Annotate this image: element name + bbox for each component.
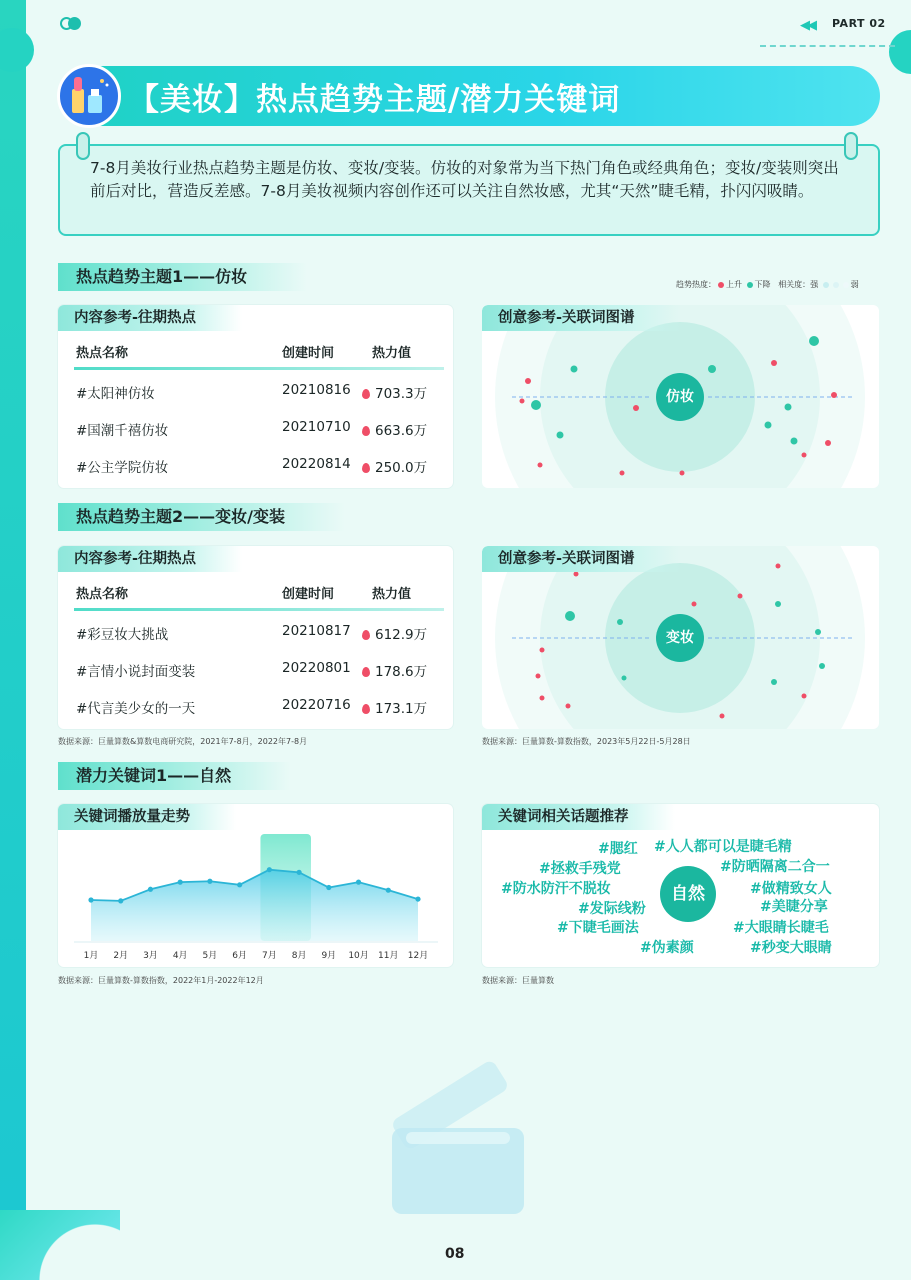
- topic-tag[interactable]: #美睫分享: [760, 899, 828, 915]
- trend-point: [88, 897, 93, 902]
- topic-tag[interactable]: #大眼睛长睫毛: [733, 920, 829, 936]
- x-tick-label: 7月: [261, 951, 277, 961]
- table-row-heat: 663.6万: [362, 419, 427, 439]
- trend-point: [356, 880, 361, 885]
- col-heat: 热力值: [372, 346, 412, 361]
- theme2-content-card: [58, 546, 453, 729]
- theme2-heading: 热点趋势主题2——变妆/变装: [58, 503, 345, 531]
- x-tick-label: 3月: [143, 951, 158, 961]
- table-row-time: 20210710: [282, 419, 351, 435]
- topic-tag[interactable]: #腮红: [598, 841, 638, 857]
- header-underline: [74, 608, 444, 611]
- trend-point: [118, 898, 123, 903]
- trend-point: [178, 880, 183, 885]
- trend-point: [207, 879, 212, 884]
- x-tick-label: 8月: [291, 951, 307, 961]
- table-row-time: 20210817: [282, 623, 351, 639]
- theme1-content-card: [58, 305, 453, 488]
- col-time: 创建时间: [282, 587, 335, 602]
- x-tick-label: 11月: [378, 951, 399, 961]
- table-row-name: #言情小说封面变装: [76, 664, 196, 680]
- trend-point: [386, 888, 391, 893]
- topic-tag[interactable]: #人人都可以是睫毛精: [654, 839, 792, 855]
- table-row-name: #太阳神仿妆: [76, 386, 155, 402]
- topic-tag[interactable]: #做精致女人: [750, 881, 832, 897]
- trend-point: [267, 867, 272, 872]
- heat-drop-icon: [362, 630, 370, 640]
- theme1-map-title: 创意参考-关联词图谱: [482, 305, 681, 331]
- x-tick-label: 6月: [232, 951, 248, 961]
- keyword-topics-card: [482, 804, 879, 967]
- keyword-center-bubble: 自然: [660, 866, 716, 922]
- topic-tag[interactable]: #发际线粉: [578, 901, 646, 917]
- page-number: 08: [445, 1246, 465, 1262]
- theme2-center-bubble: 变妆: [656, 614, 704, 662]
- trend-point: [296, 870, 301, 875]
- table-row-heat: 612.9万: [362, 623, 427, 643]
- x-tick-label: 2月: [113, 951, 129, 961]
- table-row-name: #彩豆妆大挑战: [76, 627, 169, 643]
- table-row-heat: 178.6万: [362, 660, 427, 680]
- play-trend-chart: [58, 804, 453, 967]
- theme2-map-title: 创意参考-关联词图谱: [482, 546, 681, 572]
- cosmetics-icon: [57, 64, 121, 128]
- keyword-chart-title: 关键词播放量走势: [58, 804, 236, 830]
- trend-area: [91, 870, 418, 941]
- legend-up-dot: [718, 282, 724, 288]
- table-row-name: #代言美少女的一天: [76, 701, 196, 717]
- left-accent-bar: [0, 0, 26, 1280]
- table-row-heat: 250.0万: [362, 456, 427, 476]
- header-underline: [74, 367, 444, 370]
- table-row-time: 20220814: [282, 456, 351, 472]
- keyword-heading: 潜力关键词1——自然: [58, 762, 291, 790]
- heat-drop-icon: [362, 389, 370, 399]
- x-tick-label: 1月: [83, 951, 99, 961]
- theme1-content-title: 内容参考-往期热点: [58, 305, 242, 331]
- double-arrow-left-icon: ◀◀: [800, 18, 814, 33]
- table-row-time: 20220716: [282, 697, 351, 713]
- header-dashed-line: [760, 45, 895, 47]
- table-row-time: 20220801: [282, 660, 351, 676]
- keyword-chart-card: [58, 804, 453, 967]
- topic-tag[interactable]: #防水防汗不脱妆: [501, 881, 611, 897]
- source-note-4: 数据来源：巨量算数: [482, 976, 554, 985]
- clip-left-icon: [76, 132, 90, 160]
- part-label: PART 02: [832, 17, 886, 30]
- x-tick-label: 4月: [172, 951, 188, 961]
- keyword-topics-title: 关键词相关话题推荐: [482, 804, 675, 830]
- theme1-center-bubble: 仿妆: [656, 373, 704, 421]
- theme1-map-card: [482, 305, 879, 488]
- heat-drop-icon: [362, 463, 370, 473]
- table-row-name: #公主学院仿妆: [76, 460, 169, 476]
- table-row-name: #国潮千禧仿妆: [76, 423, 169, 439]
- source-note-1: 数据来源：巨量算数&算数电商研究院，2021年7-8月，2022年7-8月: [58, 737, 308, 746]
- cream-jar-illustration: [380, 1040, 540, 1220]
- legend-down-dot: [747, 282, 753, 288]
- trend-point: [326, 885, 331, 890]
- x-tick-label: 10月: [348, 951, 369, 961]
- topic-tag[interactable]: #伪素颜: [640, 940, 694, 956]
- topic-tag[interactable]: #防晒隔离二合一: [720, 859, 830, 875]
- table-row-heat: 703.3万: [362, 382, 427, 402]
- theme2-map-card: [482, 546, 879, 729]
- x-tick-label: 12月: [407, 951, 429, 961]
- theme1-heading: 热点趋势主题1——仿妆: [58, 263, 307, 291]
- legend: 趋势热度： 上升 下降 相关度：强 弱: [676, 280, 859, 289]
- topic-tag[interactable]: #拯救手残党: [539, 861, 621, 877]
- corner-decoration: [0, 1210, 120, 1280]
- topic-tag[interactable]: #秒变大眼睛: [750, 940, 832, 956]
- theme2-content-title: 内容参考-往期热点: [58, 546, 242, 572]
- col-time: 创建时间: [282, 346, 335, 361]
- page-title: 【美妆】热点趋势主题/潜力关键词: [128, 82, 621, 118]
- heat-drop-icon: [362, 667, 370, 677]
- source-note-3: 数据来源：巨量算数-算数指数，2022年1月-2022年12月: [58, 976, 264, 985]
- trend-point: [415, 896, 420, 901]
- col-name: 热点名称: [76, 587, 129, 602]
- table-row-heat: 173.1万: [362, 697, 427, 717]
- x-tick-label: 5月: [202, 951, 218, 961]
- clip-right-icon: [844, 132, 858, 160]
- heat-drop-icon: [362, 704, 370, 714]
- trend-point: [148, 887, 153, 892]
- trend-point: [237, 882, 242, 887]
- source-note-2: 数据来源：巨量算数-算数指数，2023年5月22日-5月28日: [482, 737, 691, 746]
- col-name: 热点名称: [76, 346, 129, 361]
- logo-rings-icon: [60, 17, 82, 31]
- table-row-time: 20210816: [282, 382, 351, 398]
- intro-text: 7-8月美妆行业热点趋势主题是仿妆、变妆/变装。仿妆的对象常为当下热门角色或经典角色；变妆/变装则突出前后对比，营造反差感。7-8月美妆视频内容创作还可以关注自然妆感，尤其“天然”睫毛精，扑闪闪吸睛。: [90, 159, 839, 200]
- col-heat: 热力值: [372, 587, 412, 602]
- x-tick-label: 9月: [321, 951, 337, 961]
- topic-tag[interactable]: #下睫毛画法: [557, 920, 639, 936]
- heat-drop-icon: [362, 426, 370, 436]
